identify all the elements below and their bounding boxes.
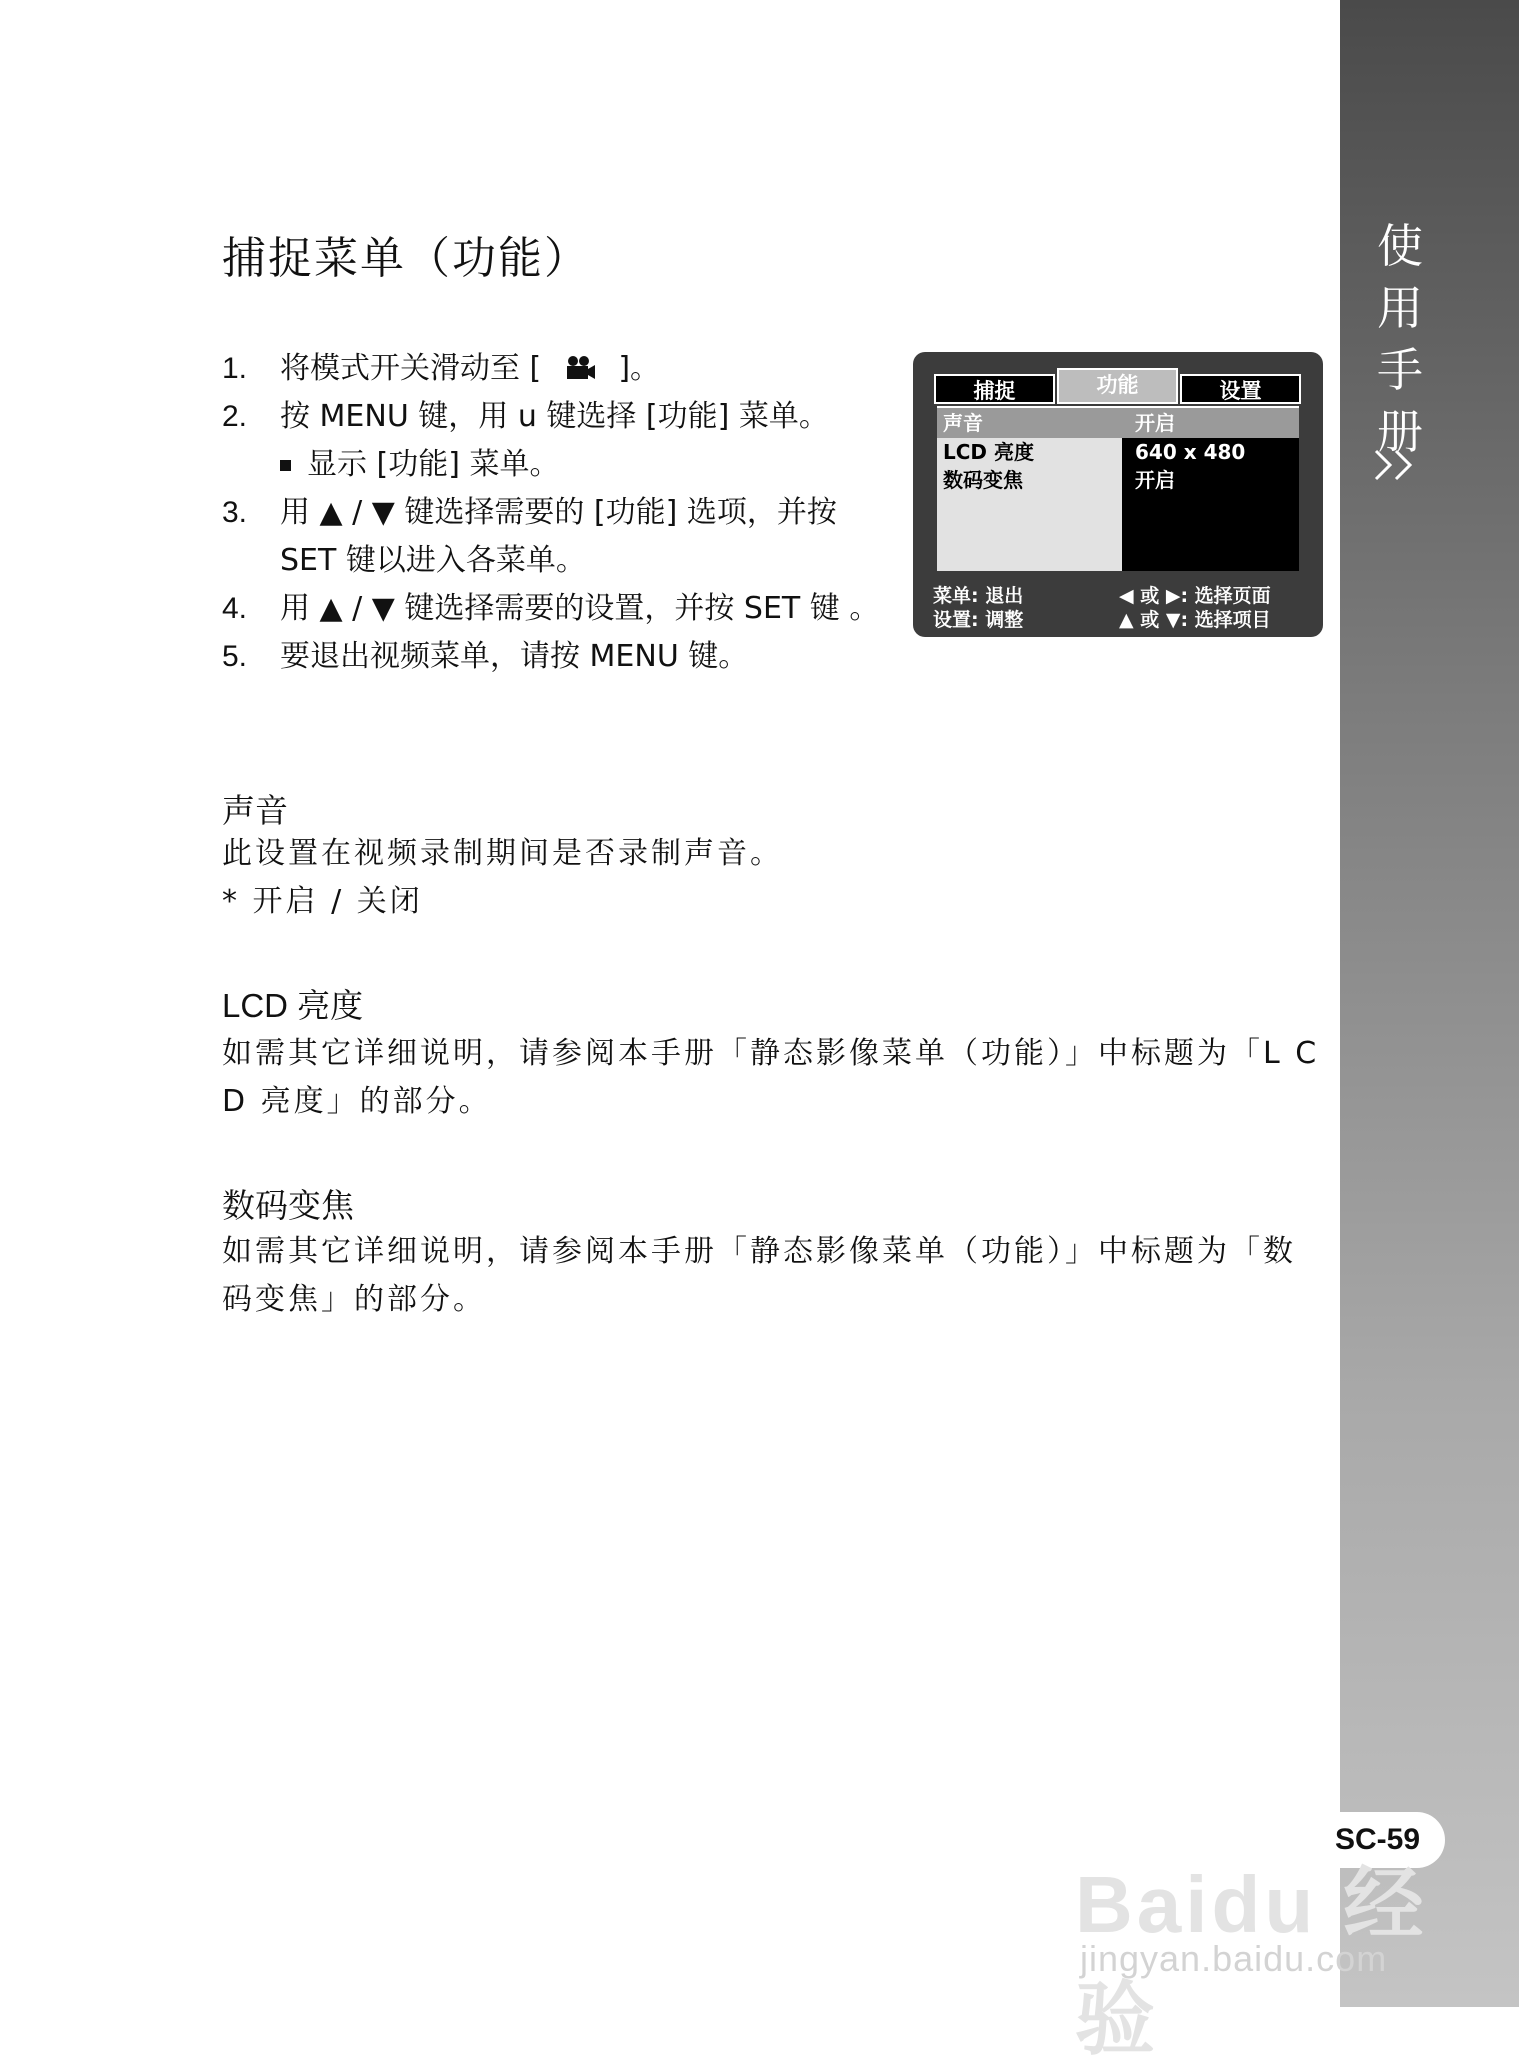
step-number: 2. [222,400,248,433]
step-subitem [222,441,882,489]
step-text: 用 ▲ / ▼ 键选择需要的设置，并按 SET 键 。 [280,591,880,626]
step-text: 要退出视频菜单，请按 MENU 键。 [280,639,749,674]
section-text: 此设置在视频录制期间是否录制声音。 [222,836,783,871]
step-item [222,585,882,633]
watermark-url: jingyan.baidu.com [1080,1938,1388,1979]
lcd-row-label: 声音 [943,411,983,435]
step-text-end: ]。 [618,351,661,386]
step-number: 4. [222,592,248,625]
section-text: 如需其它详细说明，请参阅本手册「静态影像菜单（功能）」中标题为「L C D 亮度」的部分。 [222,1036,1320,1119]
lcd-row-label: LCD 亮度 [943,440,1034,464]
side-title-char: 册 [1377,405,1423,459]
side-title-char: 使 [1377,219,1423,273]
step-number: 3. [222,496,248,529]
lcd-tab: 捕捉 [934,374,1055,404]
lcd-row-value: 开启 [1135,411,1175,435]
step-sub-text: 显示 [功能] 菜单。 [307,447,560,482]
step-item [222,633,882,681]
step-text: 将模式开关滑动至 [ [280,351,542,386]
lcd-footer-left: 设置: 调整 [933,609,1024,631]
side-title-char: 用 [1377,281,1423,335]
page-number: SC-59 [1310,1812,1445,1868]
lcd-row-value: 开启 [1135,468,1175,492]
page-title: 捕捉菜单（功能） [222,233,590,284]
lcd-menu-screen [913,352,1323,637]
video-camera-icon [563,355,597,381]
lcd-selected-row [937,408,1299,438]
step-number: 5. [222,640,248,673]
lcd-footer-right: ◀ 或 ▶: 选择页面 [1119,585,1271,607]
step-item [222,345,882,393]
side-tab-title [1370,215,1430,463]
baidu-watermark [1075,1780,1435,2064]
lcd-footer-left: 菜单: 退出 [933,585,1024,607]
section-heading-zoom: 数码变焦 [222,1186,354,1225]
side-title-char: 手 [1377,343,1423,397]
lcd-tab: 设置 [1180,374,1301,404]
step-item [222,393,882,441]
step-text: 用 ▲ / ▼ 键选择需要的 [功能] 选项，并按 SET 键以进入各菜单。 [280,495,837,578]
lcd-footer-right: ▲ 或 ▼: 选择项目 [1119,609,1271,631]
section-options: * 开启 / 关闭 [222,884,423,919]
watermark-brand: Baidu 经验 [1075,1860,1428,2064]
lcd-tab-active: 功能 [1057,368,1178,404]
instruction-steps [222,345,882,681]
step-number: 1. [222,352,248,385]
section-heading-lcd: LCD 亮度 [222,987,364,1024]
section-text: 如需其它详细说明，请参阅本手册「静态影像菜单（功能）」中标题为「数码变焦」的部分。 [222,1234,1296,1317]
lcd-row-label: 数码变焦 [943,468,1023,492]
double-chevron-down-icon [1368,445,1428,485]
step-text: 按 MENU 键，用 u 键选择 [功能] 菜单。 [280,399,829,434]
step-item [222,489,882,585]
square-bullet-icon [280,460,291,471]
lcd-row-value: 640 x 480 [1135,440,1246,464]
section-heading-sound: 声音 [222,791,288,830]
